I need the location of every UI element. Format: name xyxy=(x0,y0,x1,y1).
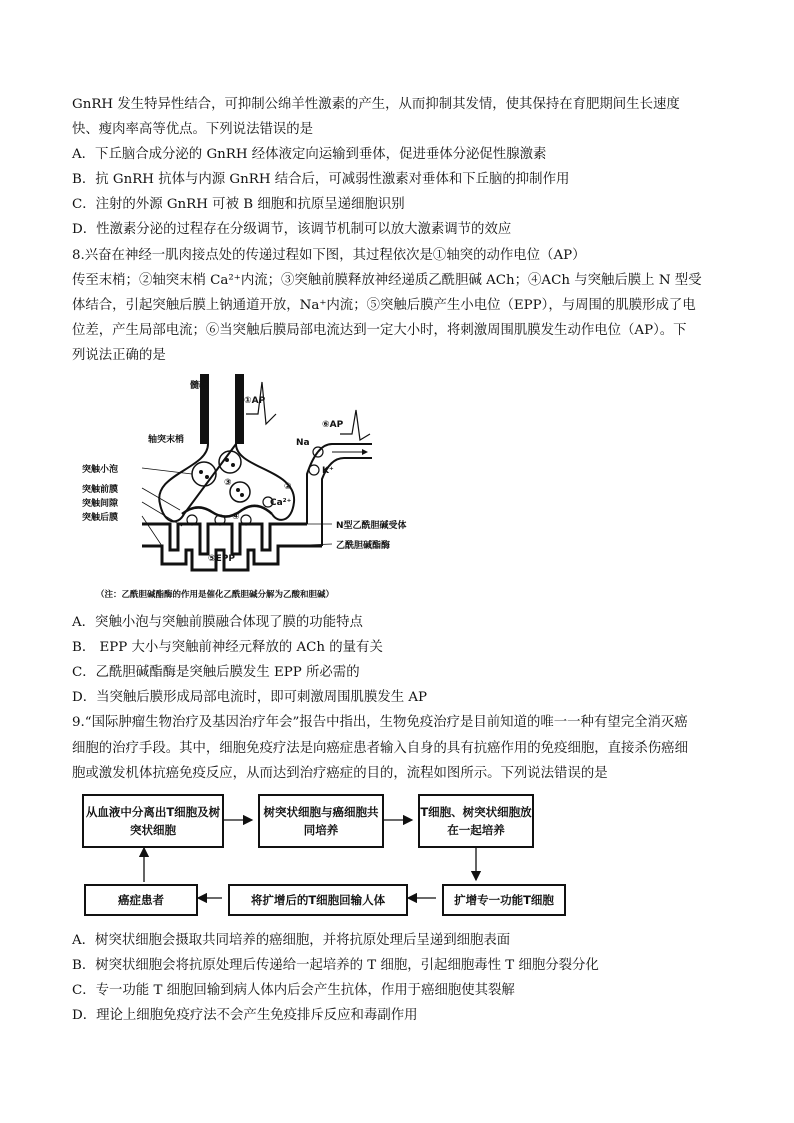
stem-line: 9.“国际肿瘤生物治疗及基因治疗年会”报告中指出，生物免疫治疗是目前知道的唯一一种有望完全消灭癌 xyxy=(72,715,688,731)
option-b: B．抗 GnRH 抗体与内源 GnRH 结合后，可减弱性激素对垂体和下丘脑的抑制作用 xyxy=(72,172,570,188)
option-d: D．当突触后膜形成局部电流时，即可刺激周围肌膜发生 AP xyxy=(72,690,428,706)
option-b: B．树突状细胞会将抗原处理后传递给一起培养的 T 细胞，引起细胞毒性 T 细胞分裂分化 xyxy=(72,957,599,973)
stem-line: 快、瘦肉率高等优点。下列说法错误的是 xyxy=(72,122,314,138)
option-a: A．树突状细胞会摄取共同培养的癌细胞，并将抗原处理后呈递到细胞表面 xyxy=(72,932,511,948)
question-9-options xyxy=(72,928,722,1028)
exam-page xyxy=(72,92,722,1028)
epp-label: ⑤EPP xyxy=(208,554,235,565)
question-7-options xyxy=(72,142,722,242)
k-label: K⁺ xyxy=(322,466,334,477)
stem-line: 8.兴奋在神经一肌肉接点处的传递过程如下图，其过程依次是①轴突的动作电位（AP） xyxy=(72,247,586,263)
ache-label: 乙酰胆碱酯酶 xyxy=(336,541,391,552)
step3-label: ③ xyxy=(224,478,232,489)
flow-box-coculture: 树突状细胞与癌细胞共同培养 xyxy=(258,794,384,848)
question-7-stem xyxy=(72,92,722,142)
option-a: A．下丘脑合成分泌的 GnRH 经体液定向运输到垂体，促进垂体分泌促性腺激素 xyxy=(72,147,547,163)
neuromuscular-junction-figure xyxy=(82,374,462,602)
question-8-stem xyxy=(72,243,722,368)
flow-box-expand: 扩增专一功能T细胞 xyxy=(442,884,566,916)
flow-box-separate: 从血液中分离出T细胞及树突状细胞 xyxy=(82,794,224,848)
option-b: B． EPP 大小与突触前神经元释放的 ACh 的量有关 xyxy=(72,640,383,656)
junction-diagram xyxy=(82,374,462,602)
stem-line: 胞或激发机体抗癌免疫反应，从而达到治疗癌症的目的，流程如图所示。下列说法错误的是 xyxy=(72,765,608,781)
n-receptor-label: N型乙酰胆碱受体 xyxy=(336,521,407,532)
pre-membrane-label: 突触前膜 xyxy=(82,485,119,496)
stem-line: 细胞的治疗手段。其中，细胞免疫疗法是向癌症患者输入自身的具有抗癌作用的免疫细胞，直接杀伤癌细 xyxy=(72,740,688,756)
immunotherapy-flowchart xyxy=(74,794,634,920)
ca-label: Ca²⁺ xyxy=(270,498,292,509)
option-d: D．理论上细胞免疫疗法不会产生免疫排斥反应和毒副作用 xyxy=(72,1007,418,1023)
ap6-label: ⑥AP xyxy=(322,420,344,431)
na-label: Na xyxy=(296,438,310,449)
step4-label: ④ xyxy=(232,512,240,523)
ap1-label: ①AP xyxy=(244,396,266,407)
figure-caption: （注：乙酰胆碱酯酶的作用是催化乙酰胆碱分解为乙酸和胆碱） xyxy=(96,590,335,601)
question-9-stem xyxy=(72,710,722,785)
cleft-label: 突触间隙 xyxy=(82,499,119,510)
vesicle-label: 突触小泡 xyxy=(82,465,119,476)
option-c: C．专一功能 T 细胞回输到病人体内后会产生抗体，作用于癌细胞使其裂解 xyxy=(72,982,515,998)
stem-line: 位差，产生局部电流；⑥当突触后膜局部电流达到一定大小时，将刺激周围肌膜发生动作电位（AP）。下 xyxy=(72,322,687,338)
flow-box-together: T细胞、树突状细胞放在一起培养 xyxy=(418,794,534,848)
axon-terminal-label: 轴突末梢 xyxy=(148,435,185,446)
stem-line: GnRH 发生特异性结合，可抑制公绵羊性激素的产生，从而抑制其发情，使其保持在育肥期间生长速度 xyxy=(72,97,680,112)
step2-label: ② xyxy=(284,482,292,493)
stem-line: 列说法正确的是 xyxy=(72,347,166,363)
question-8-options xyxy=(72,610,722,710)
myelin-label: 髓鞘 xyxy=(190,381,209,392)
flow-box-patient: 癌症患者 xyxy=(84,884,198,916)
post-membrane-label: 突触后膜 xyxy=(82,513,119,524)
option-c: C．注射的外源 GnRH 可被 B 细胞和抗原呈递细胞识别 xyxy=(72,197,405,213)
stem-line: 传至末梢；②轴突末梢 Ca²⁺内流；③突触前膜释放神经递质乙酰胆碱 ACh；④ACh 与突触后膜上 N 型受 xyxy=(72,272,702,288)
option-c: C．乙酰胆碱酯酶是突触后膜发生 EPP 所必需的 xyxy=(72,665,360,681)
option-d: D．性激素分泌的过程存在分级调节，该调节机制可以放大激素调节的效应 xyxy=(72,222,512,238)
flow-box-reinfuse: 将扩增后的T细胞回输人体 xyxy=(228,884,408,916)
option-a: A．突触小泡与突触前膜融合体现了膜的功能特点 xyxy=(72,615,363,631)
stem-line: 体结合，引起突触后膜上钠通道开放，Na⁺内流；⑤突触后膜产生小电位（EPP），与周围的肌膜形成了电 xyxy=(72,297,696,313)
